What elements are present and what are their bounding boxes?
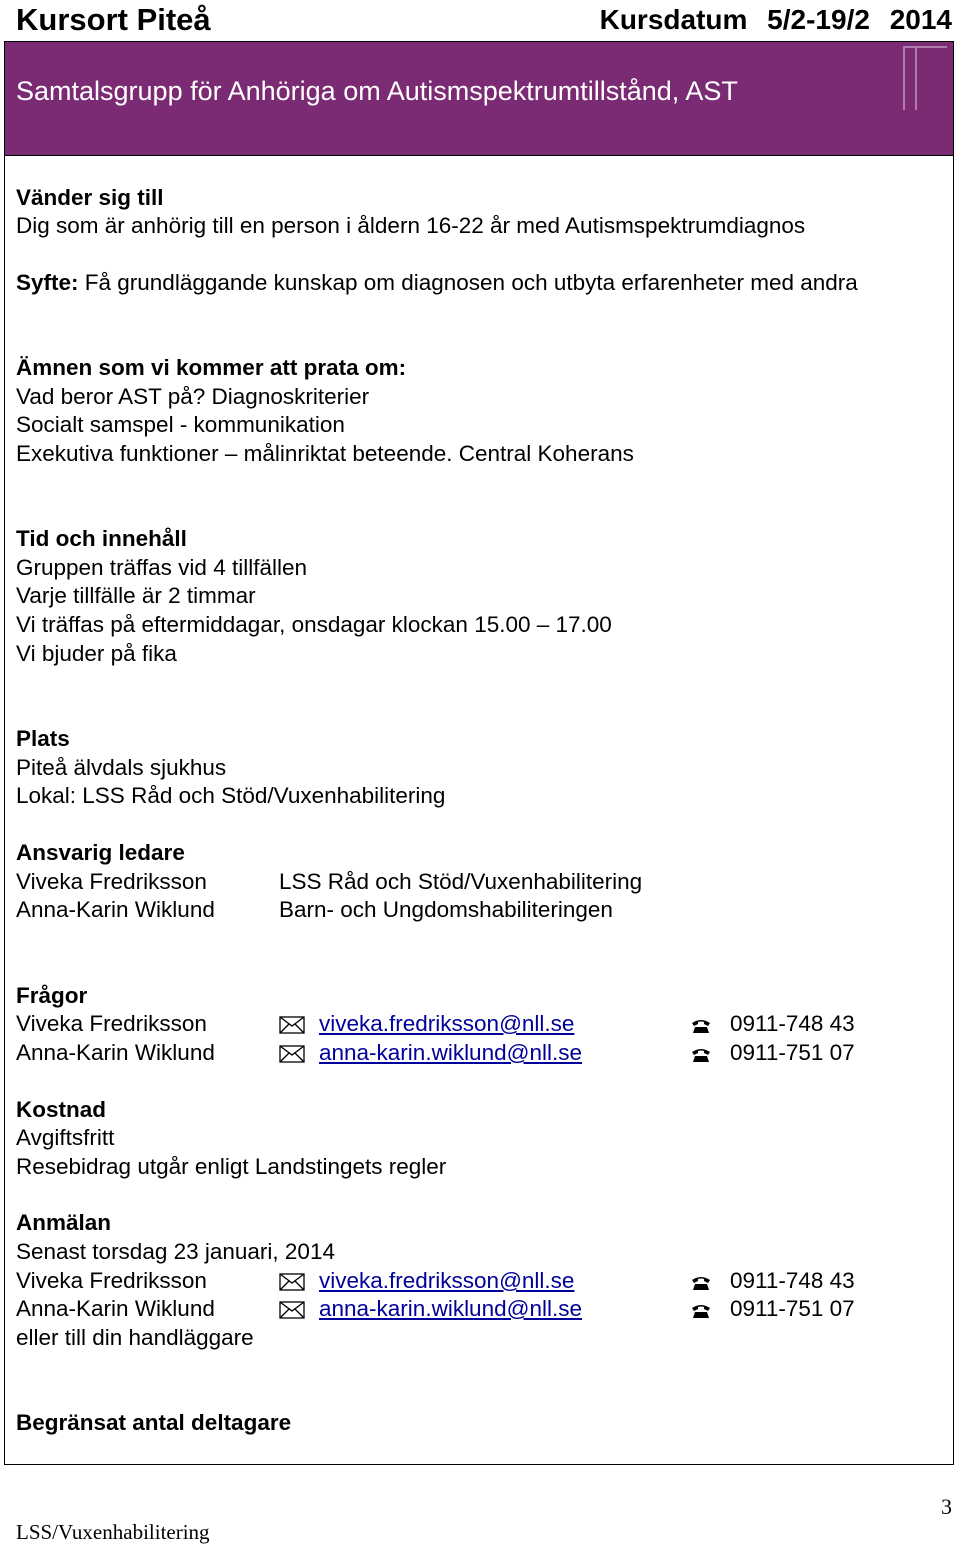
contact-email-link[interactable]: viveka.fredriksson@nll.se bbox=[319, 1011, 575, 1036]
registration-deadline: Senast torsdag 23 januari, 2014 bbox=[16, 1239, 335, 1264]
telephone-icon bbox=[691, 1275, 711, 1291]
purpose bbox=[16, 269, 858, 297]
footer-org: LSS/Vuxenhabilitering bbox=[16, 1520, 210, 1544]
leader-name: Anna-Karin Wiklund bbox=[16, 897, 215, 922]
registration-alternative: eller till din handläggare bbox=[16, 1325, 254, 1350]
topic-line: Vad beror AST på? Diagnoskriterier bbox=[16, 384, 370, 409]
target-text: Dig som är anhörig till en person i åldern 16-22 år med Autismspektrumdiagnos bbox=[16, 213, 806, 238]
envelope-icon bbox=[279, 1301, 305, 1319]
leader-unit: Barn- och Ungdomshabiliteringen bbox=[279, 897, 613, 922]
page-number: 3 bbox=[941, 1494, 952, 1519]
course-dates: Kursdatum 5/2-19/2 2014 bbox=[599, 4, 952, 35]
place-heading: Plats bbox=[16, 726, 70, 751]
title-banner bbox=[5, 42, 953, 156]
topic-line: Exekutiva funktioner – målinriktat beteende. Central Koherans bbox=[16, 441, 634, 466]
time-line: Vi bjuder på fika bbox=[16, 641, 177, 666]
contact-phone: 0911-748 43 bbox=[730, 1011, 855, 1036]
leader-name: Viveka Fredriksson bbox=[16, 869, 207, 894]
course-location: Kursort Piteå bbox=[16, 2, 211, 37]
leaders-heading: Ansvarig ledare bbox=[16, 840, 185, 865]
banner-decoration bbox=[903, 46, 947, 110]
telephone-icon bbox=[691, 1047, 711, 1063]
time-heading: Tid och innehåll bbox=[16, 526, 187, 551]
time-line: Gruppen träffas vid 4 tillfällen bbox=[16, 555, 307, 580]
course-title: Samtalsgrupp för Anhöriga om Autismspektrumtillstånd, AST bbox=[16, 76, 738, 106]
topic-line: Socialt samspel - kommunikation bbox=[16, 412, 345, 437]
purpose-text: Få grundläggande kunskap om diagnosen och utbyta erfarenheter med andra bbox=[78, 270, 858, 295]
telephone-icon bbox=[691, 1018, 711, 1034]
place-line: Piteå älvdals sjukhus bbox=[16, 755, 227, 780]
time-line: Vi träffas på eftermiddagar, onsdagar klockan 15.00 – 17.00 bbox=[16, 612, 612, 637]
registration-heading: Anmälan bbox=[16, 1210, 112, 1235]
time-line: Varje tillfälle är 2 timmar bbox=[16, 583, 256, 608]
participant-limit: Begränsat antal deltagare bbox=[16, 1410, 292, 1435]
topics-heading: Ämnen som vi kommer att prata om: bbox=[16, 355, 407, 380]
telephone-icon bbox=[691, 1303, 711, 1319]
envelope-icon bbox=[279, 1273, 305, 1291]
contact-phone: 0911-751 07 bbox=[730, 1296, 855, 1321]
place-line: Lokal: LSS Råd och Stöd/Vuxenhabilitering bbox=[16, 783, 446, 808]
envelope-icon bbox=[279, 1045, 305, 1063]
cost-line: Resebidrag utgår enligt Landstingets regler bbox=[16, 1154, 447, 1179]
contact-name: Anna-Karin Wiklund bbox=[16, 1296, 215, 1321]
contact-name: Viveka Fredriksson bbox=[16, 1268, 207, 1293]
cost-line: Avgiftsfritt bbox=[16, 1125, 115, 1150]
page-header bbox=[16, 0, 952, 40]
contact-email-link[interactable]: anna-karin.wiklund@nll.se bbox=[319, 1296, 582, 1321]
leader-unit: LSS Råd och Stöd/Vuxenhabilitering bbox=[279, 869, 643, 894]
target-heading: Vänder sig till bbox=[16, 185, 164, 210]
contact-phone: 0911-751 07 bbox=[730, 1040, 855, 1065]
questions-heading: Frågor bbox=[16, 983, 88, 1008]
purpose-label: Syfte: bbox=[16, 270, 79, 295]
contact-phone: 0911-748 43 bbox=[730, 1268, 855, 1293]
envelope-icon bbox=[279, 1016, 305, 1034]
contact-email-link[interactable]: anna-karin.wiklund@nll.se bbox=[319, 1040, 582, 1065]
contact-name: Viveka Fredriksson bbox=[16, 1011, 207, 1036]
contact-name: Anna-Karin Wiklund bbox=[16, 1040, 215, 1065]
cost-heading: Kostnad bbox=[16, 1097, 106, 1122]
contact-email-link[interactable]: viveka.fredriksson@nll.se bbox=[319, 1268, 575, 1293]
